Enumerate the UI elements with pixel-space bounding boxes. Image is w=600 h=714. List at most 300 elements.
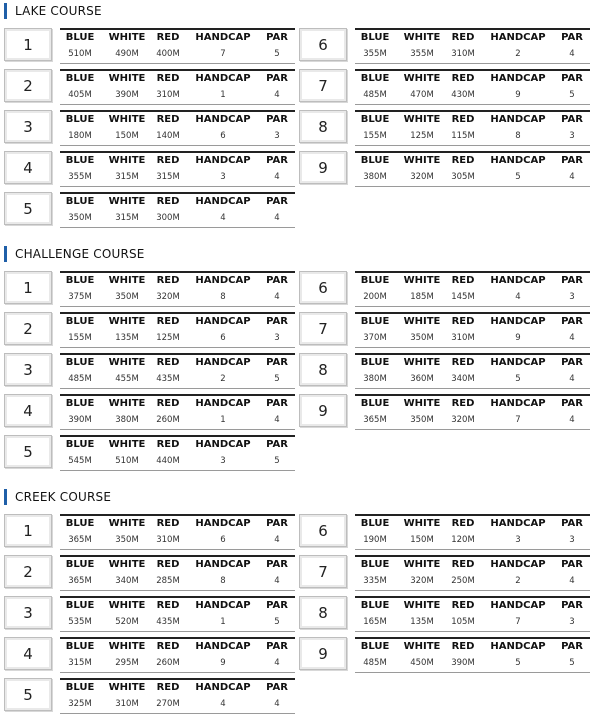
column-header: BLUE: [360, 641, 390, 652]
table-cell: 4: [569, 333, 575, 343]
table-cell: 305M: [451, 172, 475, 182]
column-header: RED: [451, 357, 475, 368]
column-header: PAR: [266, 275, 288, 286]
table-cell: 4: [220, 699, 226, 709]
table-header-row: [355, 640, 590, 655]
column-header: HANDCAP: [490, 641, 546, 652]
table-cell: 150M: [115, 131, 139, 141]
table-cell: 300M: [156, 213, 180, 223]
table-cell: 8: [220, 576, 226, 586]
table-cell: 9: [220, 658, 226, 668]
table-row: [355, 47, 590, 62]
table-cell: 140M: [156, 131, 180, 141]
column-header: WHITE: [108, 439, 146, 450]
hole-card: [299, 555, 591, 589]
hole-card: [4, 110, 296, 144]
hole-number: 2: [4, 555, 52, 588]
table-cell: 125M: [156, 333, 180, 343]
table-cell: 315M: [156, 172, 180, 182]
table-row: [60, 88, 295, 103]
hole-number: 2: [4, 312, 52, 345]
column-header: PAR: [561, 73, 583, 84]
hole-card: [4, 637, 296, 671]
hole-number: 7: [299, 312, 347, 345]
hole-card: [4, 435, 296, 469]
table-cell: 9: [515, 90, 521, 100]
table-cell: 380M: [363, 374, 387, 384]
column-header: HANDCAP: [195, 316, 251, 327]
column-header: HANDCAP: [195, 641, 251, 652]
hole-number: 5: [4, 192, 52, 225]
table-cell: 3: [569, 617, 575, 627]
hole-card: [4, 514, 296, 548]
course-title: CREEK COURSE: [4, 489, 111, 505]
table-cell: 350M: [410, 415, 434, 425]
table-cell: 3: [569, 131, 575, 141]
hole-number: 8: [299, 353, 347, 386]
hole-card: [4, 555, 296, 589]
table-cell: 6: [220, 333, 226, 343]
column-header: BLUE: [360, 275, 390, 286]
table-cell: 4: [569, 49, 575, 59]
hole-number: 1: [4, 28, 52, 61]
table-cell: 350M: [115, 292, 139, 302]
table-cell: 4: [274, 213, 280, 223]
hole-card: [299, 596, 591, 630]
table-cell: 350M: [410, 333, 434, 343]
table-cell: 1: [220, 617, 226, 627]
column-header: WHITE: [108, 114, 146, 125]
column-header: HANDCAP: [490, 559, 546, 570]
table-row: [355, 290, 590, 305]
hole-card: [4, 678, 296, 712]
hole-number: 7: [299, 69, 347, 102]
table-cell: 310M: [156, 90, 180, 100]
hole-number: 4: [4, 637, 52, 670]
column-header: BLUE: [65, 114, 95, 125]
column-header: RED: [451, 155, 475, 166]
column-header: BLUE: [360, 155, 390, 166]
hole-number: 9: [299, 394, 347, 427]
table-row: [355, 129, 590, 144]
column-header: BLUE: [360, 600, 390, 611]
hole-stats-table: [60, 271, 295, 307]
table-cell: 435M: [156, 374, 180, 384]
column-header: HANDCAP: [490, 398, 546, 409]
column-header: WHITE: [108, 600, 146, 611]
table-header-row: [60, 517, 295, 532]
table-header-row: [60, 72, 295, 87]
table-cell: 490M: [115, 49, 139, 59]
table-cell: 250M: [451, 576, 475, 586]
column-header: HANDCAP: [195, 32, 251, 43]
table-cell: 405M: [68, 90, 92, 100]
hole-stats-table: [60, 28, 295, 64]
table-cell: 3: [274, 131, 280, 141]
table-cell: 310M: [156, 535, 180, 545]
table-cell: 435M: [156, 617, 180, 627]
column-header: WHITE: [108, 518, 146, 529]
table-cell: 125M: [410, 131, 434, 141]
table-cell: 3: [515, 535, 521, 545]
table-cell: 4: [274, 292, 280, 302]
column-header: HANDCAP: [490, 600, 546, 611]
table-row: [60, 697, 295, 712]
hole-stats-table: [355, 353, 590, 389]
table-row: [60, 615, 295, 630]
table-cell: 4: [274, 172, 280, 182]
column-header: RED: [451, 275, 475, 286]
table-row: [355, 170, 590, 185]
table-cell: 400M: [156, 49, 180, 59]
column-header: BLUE: [65, 439, 95, 450]
hole-number: 5: [4, 435, 52, 468]
hole-card: [299, 271, 591, 305]
table-cell: 5: [569, 658, 575, 668]
column-header: BLUE: [65, 32, 95, 43]
hole-card: [299, 28, 591, 62]
table-row: [60, 574, 295, 589]
hole-number: 1: [4, 271, 52, 304]
column-header: WHITE: [108, 357, 146, 368]
table-cell: 310M: [451, 49, 475, 59]
column-header: PAR: [266, 73, 288, 84]
column-header: RED: [156, 73, 180, 84]
column-header: HANDCAP: [490, 32, 546, 43]
column-header: PAR: [266, 316, 288, 327]
hole-card: [299, 312, 591, 346]
table-cell: 355M: [68, 172, 92, 182]
hole-stats-table: [60, 151, 295, 187]
table-row: [60, 331, 295, 346]
table-header-row: [60, 31, 295, 46]
hole-number: 6: [299, 271, 347, 304]
table-cell: 7: [220, 49, 226, 59]
hole-number: 8: [299, 596, 347, 629]
table-cell: 375M: [68, 292, 92, 302]
column-header: WHITE: [403, 32, 441, 43]
table-cell: 510M: [115, 456, 139, 466]
table-cell: 510M: [68, 49, 92, 59]
table-cell: 365M: [363, 415, 387, 425]
column-header: HANDCAP: [195, 439, 251, 450]
hole-number: 6: [299, 514, 347, 547]
table-cell: 1: [220, 415, 226, 425]
table-cell: 6: [220, 535, 226, 545]
column-header: HANDCAP: [490, 73, 546, 84]
hole-stats-table: [355, 555, 590, 591]
table-cell: 315M: [115, 213, 139, 223]
hole-number: 3: [4, 110, 52, 143]
table-cell: 5: [274, 374, 280, 384]
table-header-row: [355, 31, 590, 46]
table-cell: 390M: [68, 415, 92, 425]
column-header: HANDCAP: [195, 600, 251, 611]
hole-stats-table: [60, 312, 295, 348]
column-header: WHITE: [403, 357, 441, 368]
table-row: [355, 372, 590, 387]
table-row: [60, 211, 295, 226]
column-header: WHITE: [108, 682, 146, 693]
table-header-row: [60, 154, 295, 169]
hole-card: [299, 151, 591, 185]
table-cell: 355M: [410, 49, 434, 59]
table-cell: 105M: [451, 617, 475, 627]
table-cell: 3: [220, 172, 226, 182]
hole-number: 8: [299, 110, 347, 143]
table-cell: 430M: [451, 90, 475, 100]
column-header: PAR: [561, 155, 583, 166]
column-header: PAR: [266, 439, 288, 450]
column-header: PAR: [266, 641, 288, 652]
column-header: WHITE: [108, 73, 146, 84]
column-header: BLUE: [65, 196, 95, 207]
column-header: HANDCAP: [490, 155, 546, 166]
table-cell: 5: [569, 90, 575, 100]
column-header: PAR: [266, 357, 288, 368]
table-cell: 535M: [68, 617, 92, 627]
table-cell: 355M: [363, 49, 387, 59]
table-header-row: [355, 274, 590, 289]
table-header-row: [60, 599, 295, 614]
hole-stats-table: [60, 394, 295, 430]
table-cell: 470M: [410, 90, 434, 100]
column-header: WHITE: [403, 73, 441, 84]
column-header: RED: [156, 357, 180, 368]
hole-stats-table: [60, 435, 295, 471]
table-cell: 295M: [115, 658, 139, 668]
column-header: HANDCAP: [490, 114, 546, 125]
column-header: RED: [451, 641, 475, 652]
table-header-row: [60, 558, 295, 573]
table-cell: 4: [569, 576, 575, 586]
table-cell: 135M: [410, 617, 434, 627]
column-header: PAR: [561, 559, 583, 570]
table-header-row: [355, 517, 590, 532]
column-header: PAR: [561, 316, 583, 327]
table-cell: 260M: [156, 415, 180, 425]
hole-stats-table: [60, 678, 295, 714]
column-header: PAR: [266, 155, 288, 166]
table-cell: 8: [220, 292, 226, 302]
table-row: [60, 47, 295, 62]
hole-stats-table: [355, 28, 590, 64]
hole-card: [299, 637, 591, 671]
column-header: RED: [451, 32, 475, 43]
table-cell: 3: [569, 535, 575, 545]
hole-number: 5: [4, 678, 52, 711]
table-row: [60, 170, 295, 185]
table-header-row: [60, 356, 295, 371]
table-cell: 545M: [68, 456, 92, 466]
hole-number: 2: [4, 69, 52, 102]
hole-card: [299, 514, 591, 548]
column-header: PAR: [561, 600, 583, 611]
table-header-row: [355, 356, 590, 371]
table-row: [355, 331, 590, 346]
table-cell: 1: [220, 90, 226, 100]
hole-number: 9: [299, 151, 347, 184]
column-header: RED: [451, 114, 475, 125]
table-cell: 5: [274, 49, 280, 59]
column-header: BLUE: [360, 398, 390, 409]
table-cell: 350M: [115, 535, 139, 545]
table-cell: 370M: [363, 333, 387, 343]
column-header: BLUE: [360, 73, 390, 84]
table-cell: 315M: [68, 658, 92, 668]
hole-stats-table: [355, 514, 590, 550]
column-header: PAR: [266, 600, 288, 611]
table-header-row: [60, 274, 295, 289]
column-header: PAR: [266, 518, 288, 529]
hole-card: [299, 394, 591, 428]
column-header: HANDCAP: [195, 398, 251, 409]
table-cell: 325M: [68, 699, 92, 709]
table-cell: 520M: [115, 617, 139, 627]
table-header-row: [355, 558, 590, 573]
column-header: RED: [451, 73, 475, 84]
table-cell: 6: [220, 131, 226, 141]
column-header: HANDCAP: [490, 316, 546, 327]
table-row: [355, 574, 590, 589]
column-header: BLUE: [65, 316, 95, 327]
hole-stats-table: [60, 514, 295, 550]
table-header-row: [355, 315, 590, 330]
column-header: RED: [156, 600, 180, 611]
hole-stats-table: [60, 69, 295, 105]
column-header: BLUE: [360, 559, 390, 570]
hole-stats-table: [60, 192, 295, 228]
column-header: PAR: [561, 357, 583, 368]
table-cell: 145M: [451, 292, 475, 302]
column-header: RED: [156, 196, 180, 207]
table-cell: 4: [274, 658, 280, 668]
table-row: [60, 413, 295, 428]
table-header-row: [60, 315, 295, 330]
column-header: BLUE: [360, 357, 390, 368]
column-header: HANDCAP: [195, 559, 251, 570]
column-header: HANDCAP: [195, 275, 251, 286]
table-row: [60, 656, 295, 671]
column-header: WHITE: [108, 641, 146, 652]
column-header: BLUE: [360, 316, 390, 327]
column-header: HANDCAP: [195, 114, 251, 125]
hole-card: [299, 353, 591, 387]
column-header: RED: [156, 559, 180, 570]
hole-stats-table: [355, 596, 590, 632]
column-header: WHITE: [108, 32, 146, 43]
table-header-row: [60, 640, 295, 655]
table-cell: 310M: [115, 699, 139, 709]
column-header: WHITE: [108, 275, 146, 286]
table-cell: 5: [515, 172, 521, 182]
hole-card: [4, 28, 296, 62]
column-header: RED: [451, 518, 475, 529]
column-header: PAR: [561, 398, 583, 409]
hole-stats-table: [60, 110, 295, 146]
table-cell: 455M: [115, 374, 139, 384]
column-header: RED: [156, 398, 180, 409]
table-row: [60, 372, 295, 387]
hole-card: [4, 271, 296, 305]
column-header: HANDCAP: [195, 518, 251, 529]
hole-stats-table: [355, 637, 590, 673]
column-header: WHITE: [403, 518, 441, 529]
column-header: WHITE: [403, 316, 441, 327]
table-cell: 4: [569, 172, 575, 182]
table-row: [60, 129, 295, 144]
column-header: PAR: [266, 559, 288, 570]
table-cell: 5: [274, 617, 280, 627]
column-header: HANDCAP: [490, 275, 546, 286]
column-header: WHITE: [108, 316, 146, 327]
table-cell: 3: [220, 456, 226, 466]
table-cell: 485M: [363, 658, 387, 668]
column-header: WHITE: [108, 398, 146, 409]
column-header: PAR: [561, 32, 583, 43]
table-cell: 185M: [410, 292, 434, 302]
table-cell: 120M: [451, 535, 475, 545]
column-header: PAR: [266, 682, 288, 693]
table-cell: 5: [274, 456, 280, 466]
hole-stats-table: [355, 69, 590, 105]
hole-stats-table: [355, 312, 590, 348]
column-header: RED: [451, 600, 475, 611]
table-cell: 135M: [115, 333, 139, 343]
table-cell: 390M: [451, 658, 475, 668]
column-header: RED: [156, 682, 180, 693]
table-header-row: [355, 72, 590, 87]
column-header: RED: [156, 518, 180, 529]
table-row: [60, 454, 295, 469]
hole-stats-table: [60, 555, 295, 591]
column-header: BLUE: [65, 559, 95, 570]
column-header: WHITE: [403, 398, 441, 409]
hole-stats-table: [60, 596, 295, 632]
table-cell: 190M: [363, 535, 387, 545]
column-header: HANDCAP: [490, 518, 546, 529]
table-cell: 4: [274, 415, 280, 425]
column-header: BLUE: [65, 275, 95, 286]
column-header: HANDCAP: [490, 357, 546, 368]
table-header-row: [355, 154, 590, 169]
table-header-row: [60, 113, 295, 128]
hole-card: [4, 192, 296, 226]
table-header-row: [355, 113, 590, 128]
table-cell: 350M: [68, 213, 92, 223]
table-cell: 365M: [68, 535, 92, 545]
column-header: RED: [156, 155, 180, 166]
table-header-row: [355, 599, 590, 614]
column-header: HANDCAP: [195, 155, 251, 166]
column-header: BLUE: [65, 73, 95, 84]
hole-stats-table: [355, 110, 590, 146]
hole-card: [4, 69, 296, 103]
table-cell: 150M: [410, 535, 434, 545]
table-cell: 310M: [451, 333, 475, 343]
column-header: RED: [156, 316, 180, 327]
column-header: BLUE: [360, 114, 390, 125]
column-header: PAR: [266, 196, 288, 207]
table-row: [355, 88, 590, 103]
table-cell: 8: [515, 131, 521, 141]
table-cell: 285M: [156, 576, 180, 586]
table-cell: 9: [515, 333, 521, 343]
column-header: WHITE: [108, 196, 146, 207]
column-header: BLUE: [65, 155, 95, 166]
course-title: LAKE COURSE: [4, 3, 102, 19]
table-cell: 450M: [410, 658, 434, 668]
